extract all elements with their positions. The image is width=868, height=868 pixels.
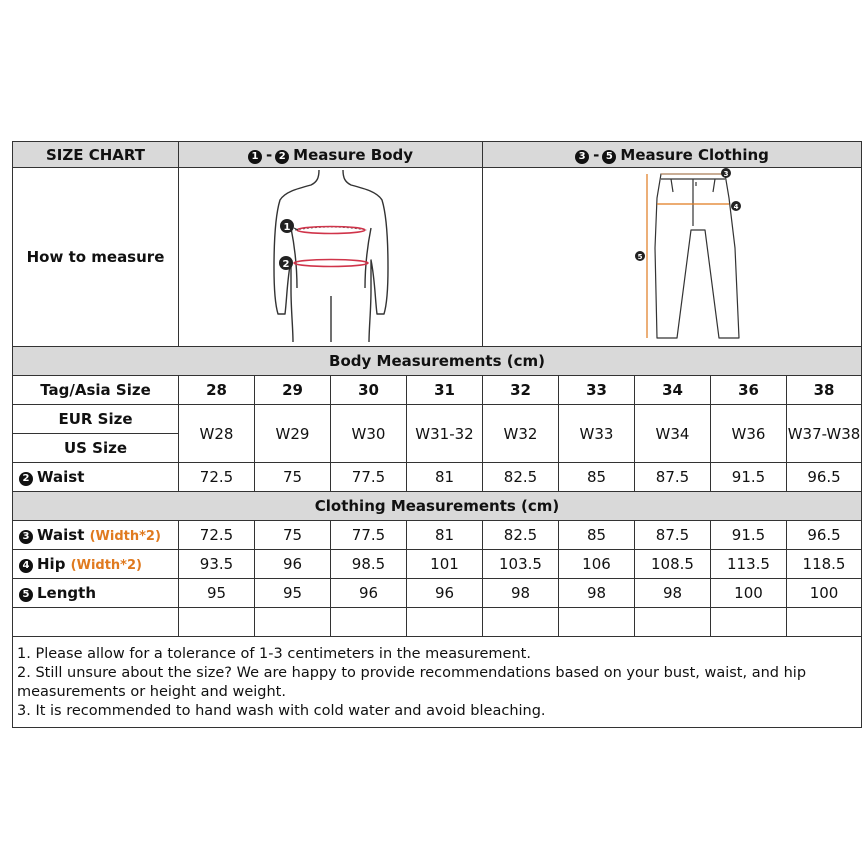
body-waist-value: 91.5: [711, 463, 787, 492]
eur-us-size: W28: [179, 405, 255, 463]
clothing-length-label: 5 Length: [13, 579, 179, 608]
clothing-hip-value: 101: [407, 550, 483, 579]
clothing-hip-value: 93.5: [179, 550, 255, 579]
table-row: [13, 579, 862, 608]
note-item: 2. Still unsure about the size? We are happy to provide recommendations based on your bust, waist, and hip measurements or height and weight.: [17, 665, 807, 700]
pants-figure-cell: [483, 168, 862, 347]
eur-us-size: W29: [255, 405, 331, 463]
size-chart-title: SIZE CHART: [13, 142, 179, 168]
measure-clothing-title: Measure Clothing: [620, 145, 769, 164]
number-badge: 4: [19, 559, 33, 573]
size-chart-table: [12, 141, 862, 637]
clothing-hip-value: 106: [559, 550, 635, 579]
clothing-hip-value: 103.5: [483, 550, 559, 579]
width-note: (Width*2): [89, 529, 161, 544]
body-waist-value: 81: [407, 463, 483, 492]
clothing-hip-value: 96: [255, 550, 331, 579]
table-row: [13, 550, 862, 579]
notes-section: [12, 637, 862, 728]
eur-size-label: EUR Size: [13, 405, 179, 434]
tag-size: 36: [711, 376, 787, 405]
body-silhouette-illustration: [181, 168, 481, 342]
pants-illustration: [483, 168, 862, 342]
tag-size: 33: [559, 376, 635, 405]
eur-us-size: W37-W38: [787, 405, 862, 463]
clothing-length-value: 96: [331, 579, 407, 608]
eur-us-size: W31-32: [407, 405, 483, 463]
body-waist-value: 77.5: [331, 463, 407, 492]
body-measurements-title: Body Measurements (cm): [13, 347, 862, 376]
clothing-length-value: 95: [255, 579, 331, 608]
note-item: 3. It is recommended to hand wash with cold water and avoid bleaching.: [17, 703, 546, 719]
clothing-waist-value: 72.5: [179, 521, 255, 550]
number-badge: 2: [19, 472, 33, 486]
clothing-length-value: 98: [559, 579, 635, 608]
clothing-waist-value: 82.5: [483, 521, 559, 550]
table-row: [13, 405, 862, 434]
clothing-waist-value: 75: [255, 521, 331, 550]
body-label-2: 2: [282, 259, 289, 270]
clothing-length-value: 98: [483, 579, 559, 608]
tag-size: 32: [483, 376, 559, 405]
table-row: [13, 463, 862, 492]
clothing-hip-value: 113.5: [711, 550, 787, 579]
clothing-measurements-title: Clothing Measurements (cm): [13, 492, 862, 521]
clothing-hip-value: 118.5: [787, 550, 862, 579]
clothing-waist-label: 3 Waist (Width*2): [13, 521, 179, 550]
clothing-waist-value: 85: [559, 521, 635, 550]
tag-size: 29: [255, 376, 331, 405]
clothing-waist-value: 96.5: [787, 521, 862, 550]
clothing-hip-value: 108.5: [635, 550, 711, 579]
clothing-hip-label: 4 Hip (Width*2): [13, 550, 179, 579]
eur-us-size: W36: [711, 405, 787, 463]
eur-us-size: W33: [559, 405, 635, 463]
clothing-waist-value: 91.5: [711, 521, 787, 550]
tag-size: 28: [179, 376, 255, 405]
pants-label-3: 3: [723, 170, 729, 178]
tag-asia-size-label: Tag/Asia Size: [13, 376, 179, 405]
clothing-waist-value: 81: [407, 521, 483, 550]
clothing-length-value: 98: [635, 579, 711, 608]
body-waist-label: 2 Waist: [13, 463, 179, 492]
table-row: [13, 521, 862, 550]
number-badge: 3: [19, 530, 33, 544]
number-badge: 5: [19, 588, 33, 602]
clothing-length-value: 95: [179, 579, 255, 608]
tag-size: 30: [331, 376, 407, 405]
pants-label-4: 4: [733, 203, 739, 211]
clothing-waist-value: 77.5: [331, 521, 407, 550]
note-item: 1. Please allow for a tolerance of 1-3 centimeters in the measurement.: [17, 646, 531, 662]
pants-label-5: 5: [637, 253, 643, 261]
tag-size: 31: [407, 376, 483, 405]
number-badge: 5: [602, 150, 616, 164]
body-figure-cell: [179, 168, 483, 347]
body-waist-value: 87.5: [635, 463, 711, 492]
measure-body-title: Measure Body: [293, 145, 414, 164]
body-waist-value: 85: [559, 463, 635, 492]
table-row: [13, 376, 862, 405]
clothing-waist-value: 87.5: [635, 521, 711, 550]
number-badge: 1: [248, 150, 262, 164]
us-size-label: US Size: [13, 434, 179, 463]
eur-us-size: W32: [483, 405, 559, 463]
how-to-measure-label: How to measure: [13, 168, 179, 347]
clothing-length-value: 100: [711, 579, 787, 608]
eur-us-size: W34: [635, 405, 711, 463]
body-waist-value: 82.5: [483, 463, 559, 492]
body-waist-value: 72.5: [179, 463, 255, 492]
width-note: (Width*2): [70, 558, 142, 573]
body-waist-value: 96.5: [787, 463, 862, 492]
measure-clothing-header: 3 - 5 Measure Clothing: [483, 142, 862, 168]
empty-row: [13, 608, 862, 637]
size-chart: [12, 141, 861, 728]
body-label-1: 1: [283, 222, 290, 233]
clothing-length-value: 96: [407, 579, 483, 608]
eur-us-size: W30: [331, 405, 407, 463]
number-badge: 3: [575, 150, 589, 164]
number-badge: 2: [275, 150, 289, 164]
clothing-length-value: 100: [787, 579, 862, 608]
clothing-hip-value: 98.5: [331, 550, 407, 579]
tag-size: 34: [635, 376, 711, 405]
measure-body-header: 1 - 2 Measure Body: [179, 142, 483, 168]
tag-size: 38: [787, 376, 862, 405]
body-waist-value: 75: [255, 463, 331, 492]
